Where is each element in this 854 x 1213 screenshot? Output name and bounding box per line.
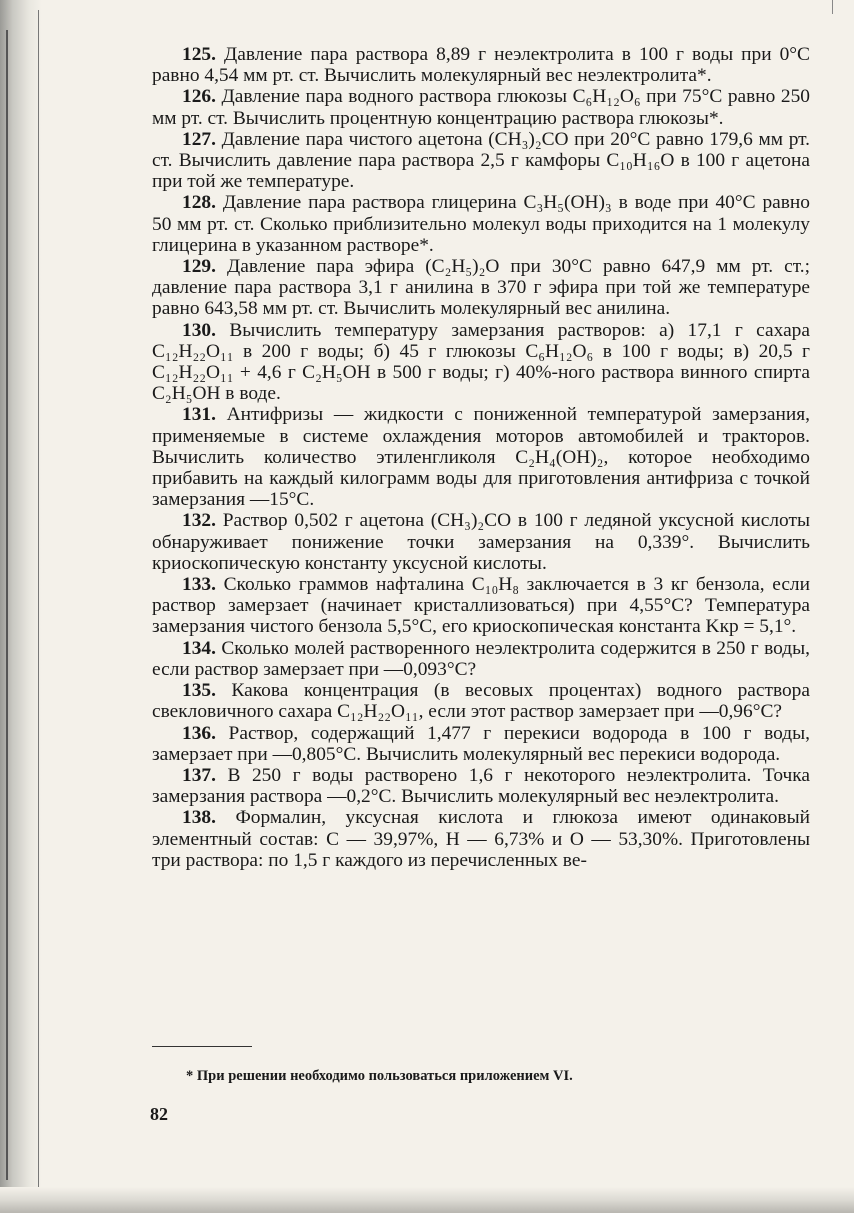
footnote: * При решении необходимо пользоваться приложением VI. — [186, 1068, 573, 1084]
page-number: 82 — [150, 1104, 168, 1124]
problem-130: 130. Вычислить температуру замерзания растворов: а) 17,1 г сахара C₁₂H₂₂O₁₁ в 200 г воды; б) 45 г глюкозы C₆H₁₂O₆ в 100 г воды; в) 20,5 г C₁₂H₂₂O₁₁ + 4,6 г C₂H₅OH в 500 г воды; г) 40%-ного раствора винного спирта C₂H₅OH в воде. — [152, 319, 810, 405]
problem-135: 135. Какова концентрация (в весовых процентах) водного раствора свекловичного сахара C₁₂H₂₂O₁₁, если этот раствор замерзает при —0,96°С? — [152, 680, 810, 723]
problem-128: 128. Давление пара раствора глицерина C₃H₅(OH)₃ в воде при 40°С равно 50 мм рт. ст. Сколько приблизительно молекул воды приходится на 1 молекулу глицерина в указанном растворе*. — [152, 192, 810, 256]
problem-136: 136. Раствор, содержащий 1,477 г перекиси водорода в 100 г воды, замерзает при —0,805°С. Вычислить молекулярный вес перекиси водорода. — [152, 722, 810, 765]
problem-129: 129. Давление пара эфира (C₂H₅)₂O при 30°С равно 647,9 мм рт. ст.; давление пара раствора 3,1 г анилина в 370 г эфира при той же температуре равно 643,58 мм рт. ст. Вычислить молекулярный вес анилина. — [152, 256, 810, 320]
problem-127: 127. Давление пара чистого ацетона (CH₃)₂CO при 20°С равно 179,6 мм рт. ст. Вычислить давление пара раствора 2,5 г камфоры C₁₀H₁₆O в 100 г ацетона при той же температуре. — [152, 128, 810, 193]
problem-125: 125. Давление пара раствора 8,89 г неэлектролита в 100 г воды при 0°С равно 4,54 мм рт. ст. Вычислить молекулярный вес неэлектролита*. — [152, 44, 810, 87]
scan-margin-line — [6, 30, 8, 1180]
problem-text-block — [152, 44, 810, 871]
footnote-divider — [152, 1046, 252, 1047]
scan-edge-bottom — [0, 1187, 854, 1213]
problem-137: 137. В 250 г воды растворено 1,6 г некоторого неэлектролита. Точка замерзания раствора —0,2°С. Вычислить молекулярный вес неэлектролита. — [152, 764, 810, 808]
scan-margin-line — [832, 0, 833, 14]
problem-138: 138. Формалин, уксусная кислота и глюкоза имеют одинаковый элементный состав: C — 39,97%, H — 6,73% и O — 53,30%. Приготовлены три раствора: по 1,5 г каждого из перечисленных ве- — [152, 807, 810, 871]
scan-margin-line — [38, 10, 39, 1210]
problem-133: 133. Сколько граммов нафталина C₁₀H₈ заключается в 3 кг бензола, если раствор замерзает (начинает кристаллизоваться) при 4,55°С? Температура замерзания чистого бензола 5,5°С, его криоскопическая константа Kкр = 5,1°. — [152, 574, 810, 638]
problem-132: 132. Раствор 0,502 г ацетона (CH₃)₂CO в 100 г ледяной уксусной кислоты обнаруживает понижение точки замерзания на 0,339°. Вычислить криоскопическую константу уксусной кислоты. — [152, 510, 810, 574]
problem-126: 126. Давление пара водного раствора глюкозы C₆H₁₂O₆ при 75°С равно 250 мм рт. ст. Вычислить процентную концентрацию раствора глюкозы*. — [152, 86, 810, 129]
problem-134: 134. Сколько молей растворенного неэлектролита содержится в 250 г воды, если раствор замерзает при —0,093°С? — [152, 637, 810, 680]
problem-131: 131. Антифризы — жидкости с пониженной температурой замерзания, применяемые в системе охлаждения моторов автомобилей и тракторов. Вычислить количество этиленгликоля C₂H₄(OH)₂, которое необходимо прибавить на каждый килограмм воды для приготовления антифриза с точкой замерзания —15°С. — [152, 404, 810, 511]
